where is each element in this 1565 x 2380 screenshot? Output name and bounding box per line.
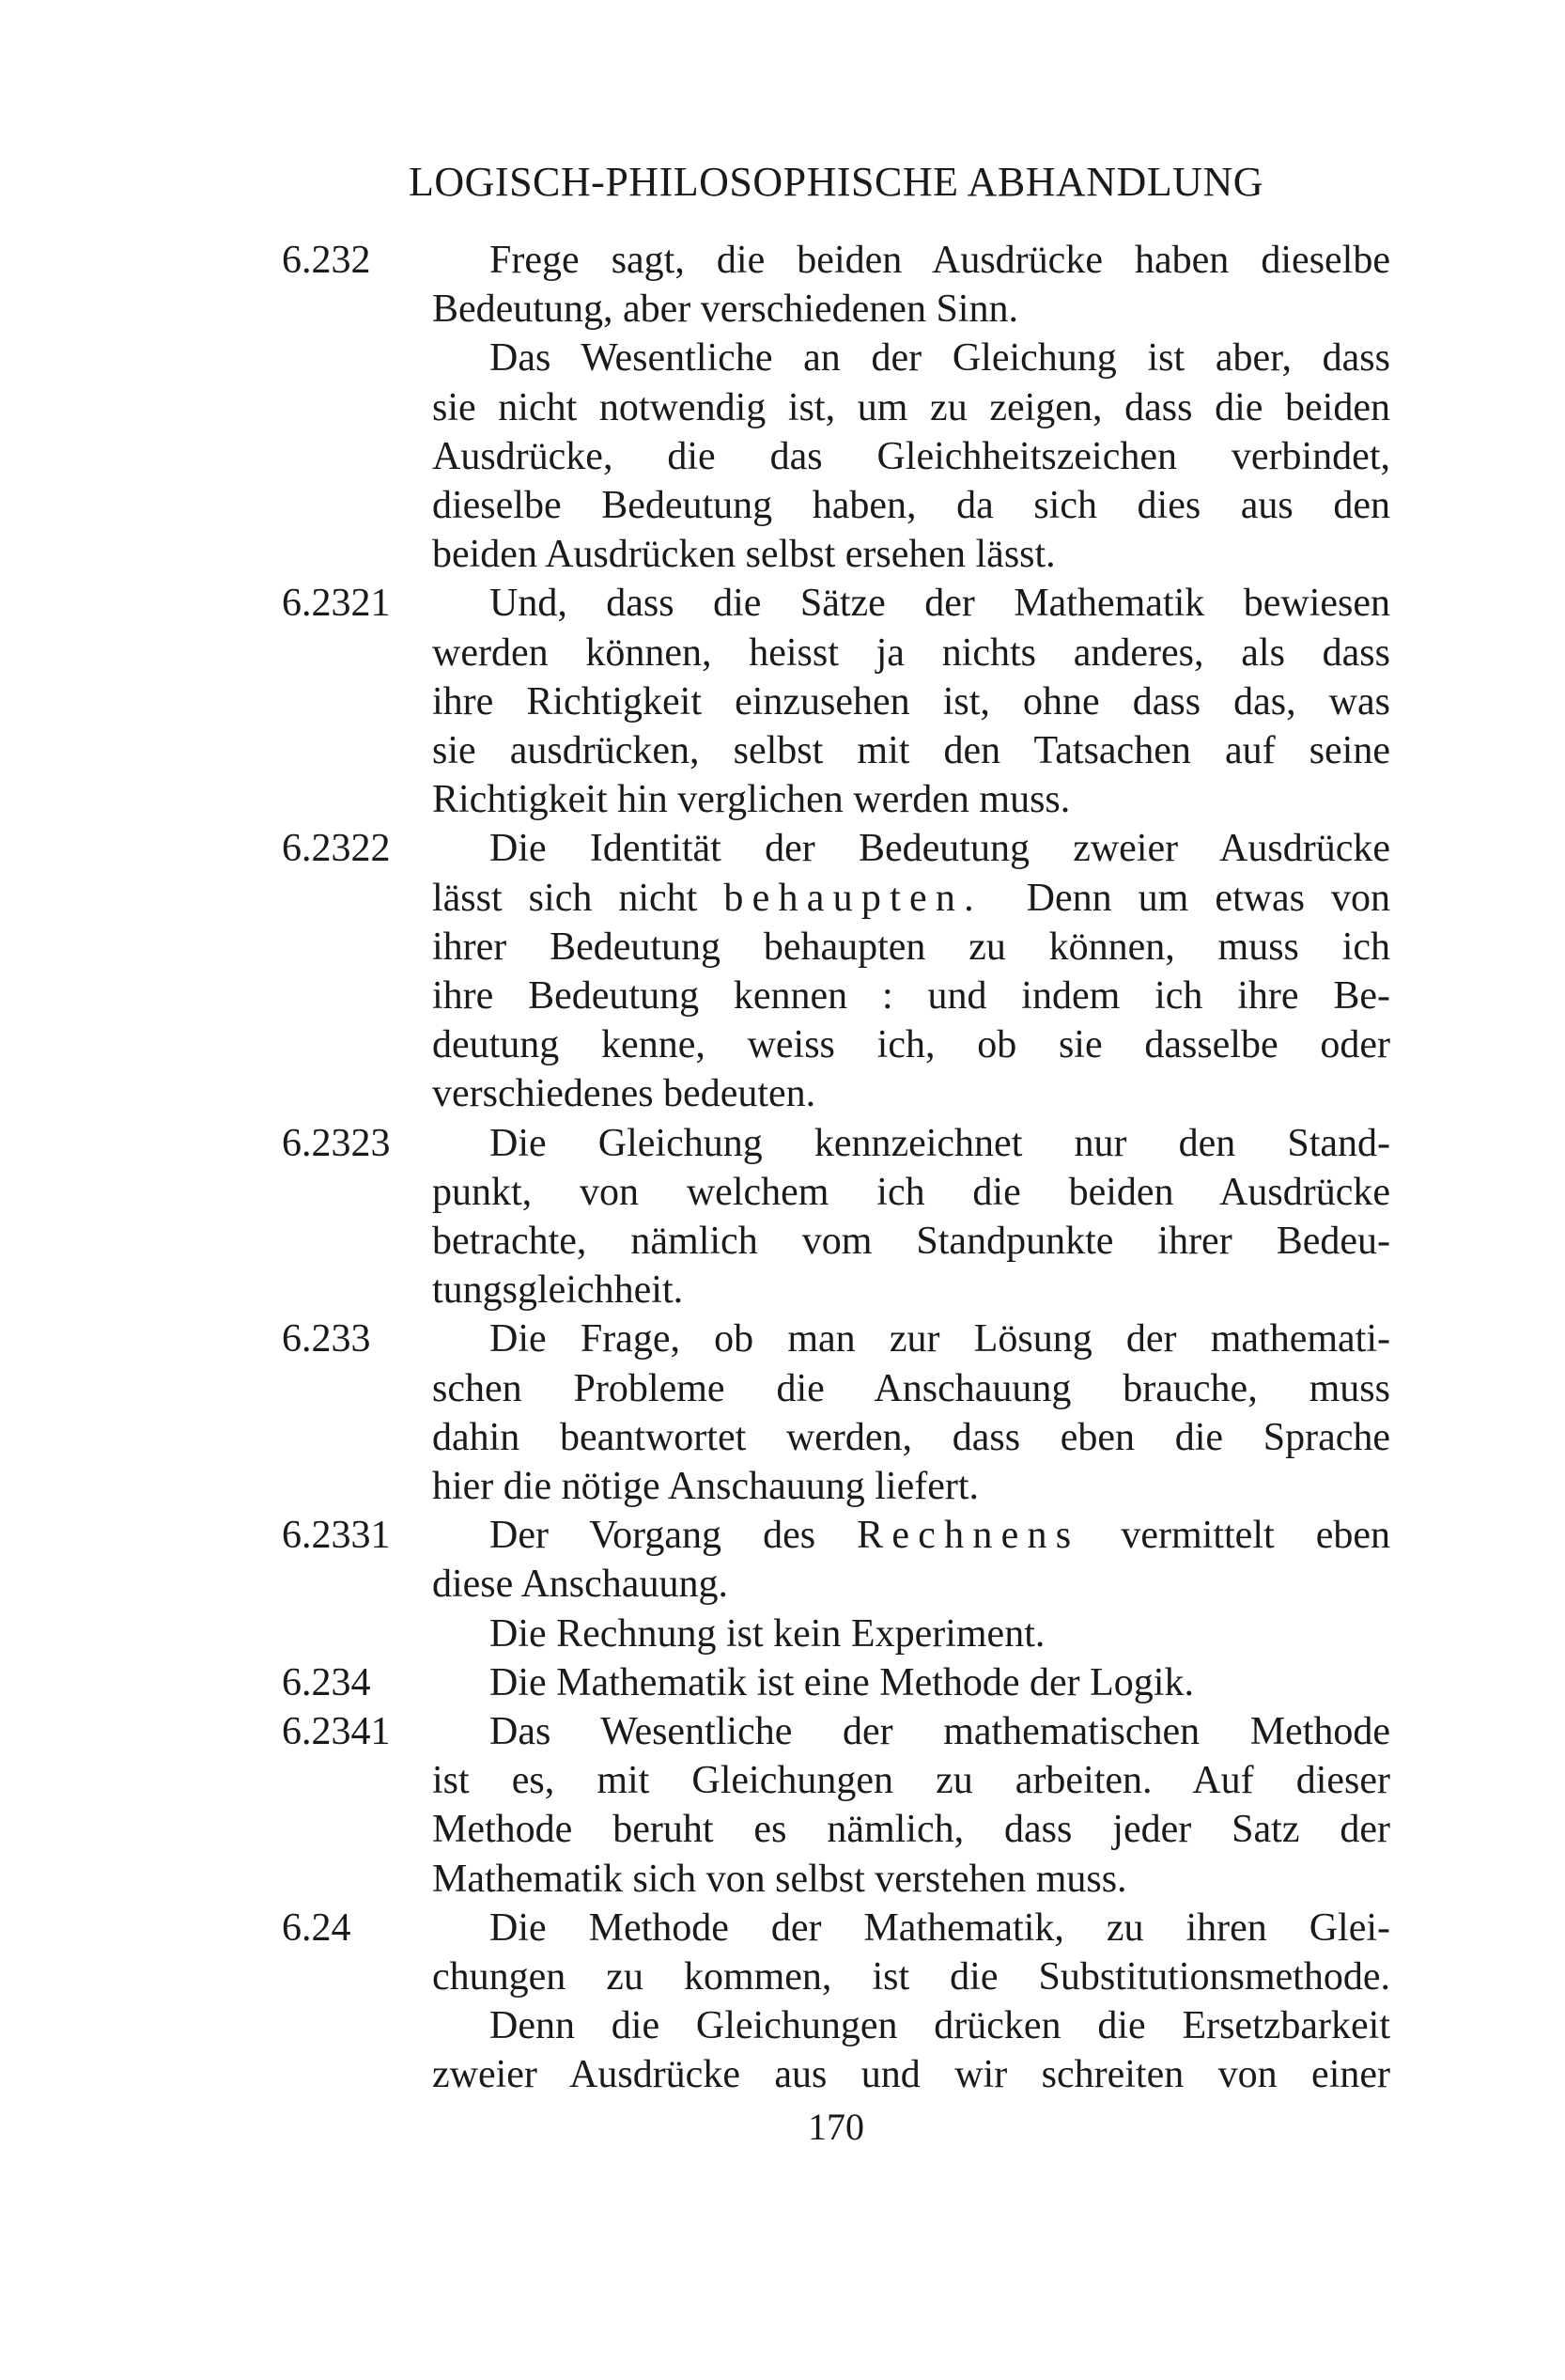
- text-line: [432, 874, 1390, 923]
- emphasized-word: behaupten: [723, 876, 965, 920]
- text-line: hier die nötige Anschauung liefert.: [432, 1465, 979, 1508]
- text-line: Das Wesentliche der mathematischen Methode: [489, 1710, 1390, 1753]
- running-header: LOGISCH-PHILOSOPHISCHE ABHANDLUNG: [409, 159, 1263, 205]
- text-line: Die Methode der Mathematik, zu ihren Glei-: [489, 1906, 1390, 1950]
- text-line: schen Probleme die Anschauung brauche, muss: [432, 1366, 1390, 1410]
- text-line: Frege sagt, die beiden Ausdrücke haben dieselbe: [489, 239, 1390, 282]
- text-line: Die Mathematik ist eine Methode der Logik.: [489, 1660, 1194, 1704]
- text-line: sie ausdrücken, selbst mit den Tatsachen auf seine: [432, 729, 1390, 772]
- emphasized-word: Rechnens: [857, 1514, 1080, 1558]
- text-line: Ausdrücke, die das Gleichheitszeichen verbindet,: [432, 434, 1390, 478]
- text-line: Die Gleichung kennzeichnet nur den Stand-: [489, 1121, 1390, 1165]
- text-line: tungsgleichheit.: [432, 1268, 684, 1313]
- text-segment: . Denn um etwas von: [964, 876, 1390, 920]
- text-line: ihre Bedeutung kennen : und indem ich ihre Be-: [432, 974, 1390, 1018]
- proposition-number: 6.2321: [282, 582, 391, 626]
- text-line: deutung kenne, weiss ich, ob sie dasselbe oder: [432, 1023, 1390, 1067]
- text-line: Das Wesentliche an der Gleichung ist aber, dass: [489, 336, 1390, 381]
- proposition-number: 6.2331: [282, 1514, 391, 1558]
- text-line: dahin beantwortet werden, dass eben die Sprache: [432, 1415, 1390, 1459]
- text-line: beiden Ausdrücken selbst ersehen lässt.: [432, 533, 1056, 577]
- text-line: Richtigkeit hin verglichen werden muss.: [432, 778, 1071, 822]
- text-line: Mathematik sich von selbst verstehen muss.: [432, 1857, 1127, 1901]
- text-line: Denn die Gleichungen drücken die Ersetzbarkeit: [489, 2004, 1390, 2048]
- proposition-number: 6.232: [282, 239, 371, 282]
- text-line: Und, dass die Sätze der Mathematik bewiesen: [489, 582, 1390, 626]
- proposition-number: 6.2323: [282, 1121, 391, 1165]
- text-segment: vermittelt eben: [1079, 1514, 1390, 1558]
- text-line: Die Identität der Bedeutung zweier Ausdrücke: [489, 827, 1390, 871]
- text-line: [489, 1511, 1390, 1560]
- text-line: punkt, von welchem ich die beiden Ausdrücke: [432, 1170, 1390, 1214]
- proposition-number: 6.2322: [282, 827, 391, 871]
- text-line: ist es, mit Gleichungen zu arbeiten. Auf dieser: [432, 1759, 1390, 1803]
- text-line: werden können, heisst ja nichts anderes, als dass: [432, 630, 1390, 675]
- text-line: Die Rechnung ist kein Experiment.: [489, 1611, 1046, 1656]
- text-line: ihrer Bedeutung behaupten zu können, muss ich: [432, 925, 1390, 969]
- text-segment: Der Vorgang des: [489, 1514, 858, 1558]
- text-line: Die Frage, ob man zur Lösung der mathemati-: [489, 1317, 1390, 1361]
- proposition-number: 6.24: [282, 1906, 351, 1950]
- text-line: verschiedenes bedeuten.: [432, 1072, 816, 1116]
- text-line: zweier Ausdrücke aus und wir schreiten von einer: [432, 2053, 1390, 2097]
- text-line: Methode beruht es nämlich, dass jeder Satz der: [432, 1808, 1390, 1852]
- text-line: Bedeutung, aber verschiedenen Sinn.: [432, 288, 1018, 332]
- proposition-number: 6.233: [282, 1317, 371, 1361]
- page-number: 170: [808, 2106, 864, 2148]
- text-line: chungen zu kommen, ist die Substitutionsmethode.: [432, 1955, 1390, 1999]
- text-line: sie nicht notwendig ist, um zu zeigen, dass die beiden: [432, 385, 1390, 429]
- text-line: dieselbe Bedeutung haben, da sich dies aus den: [432, 484, 1390, 527]
- proposition-number: 6.234: [282, 1660, 371, 1704]
- proposition-number: 6.2341: [282, 1710, 391, 1753]
- text-line: diese Anschauung.: [432, 1563, 728, 1607]
- text-line: betrachte, nämlich vom Standpunkte ihrer Bedeu-: [432, 1220, 1390, 1263]
- text-line: ihre Richtigkeit einzusehen ist, ohne dass das, was: [432, 679, 1390, 723]
- text-segment: lässt sich nicht: [432, 876, 724, 920]
